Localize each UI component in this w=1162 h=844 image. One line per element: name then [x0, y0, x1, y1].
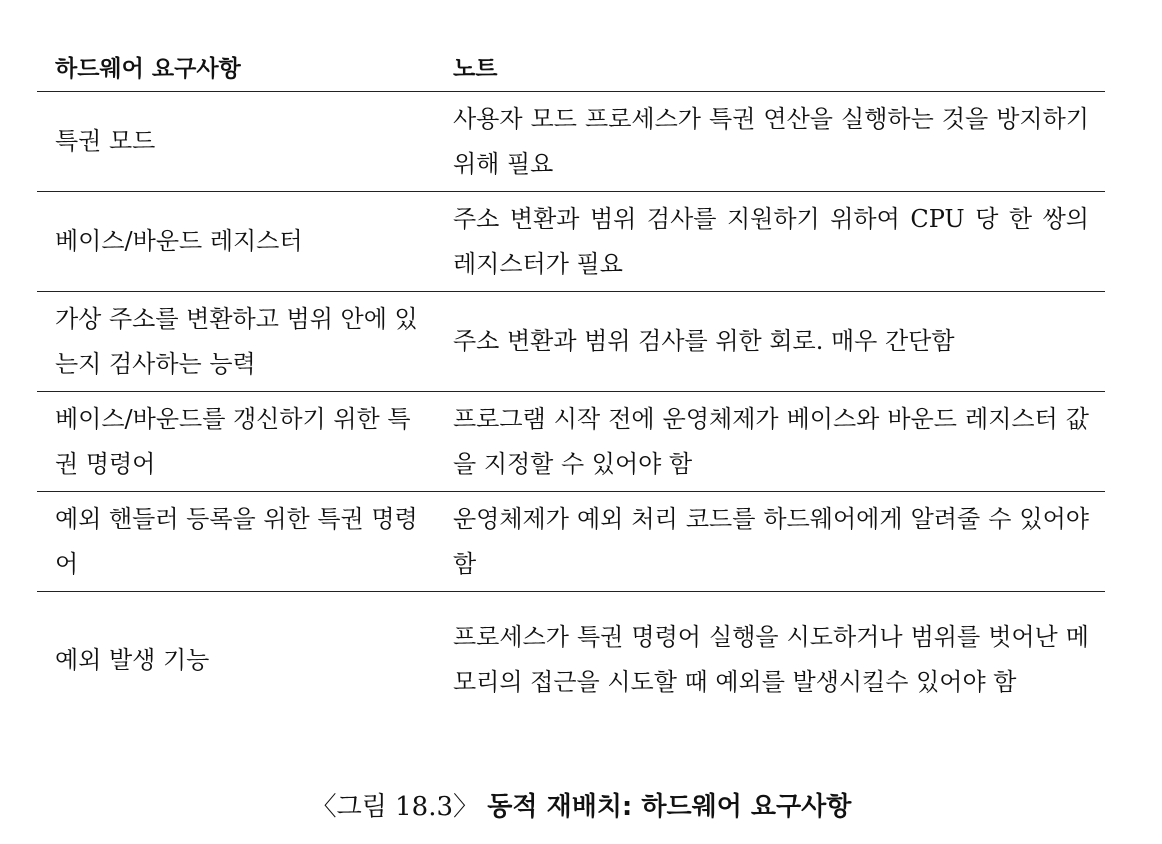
figure-caption: [0, 786, 1162, 823]
header-requirement: 하드웨어 요구사항: [37, 40, 435, 92]
requirement-cell: 예외 핸들러 등록을 위한 특권 명령어: [37, 492, 435, 592]
note-cell: 프로그램 시작 전에 운영체제가 베이스와 바운드 레지스터 값을 지정할 수 있어야 함: [435, 392, 1105, 492]
figure-title: 동적 재배치: 하드웨어 요구사항: [487, 792, 852, 822]
requirement-cell: 베이스/바운드 레지스터: [37, 192, 435, 292]
table-header-row: [37, 40, 1105, 92]
note-cell: 프로세스가 특권 명령어 실행을 시도하거나 범위를 벗어난 메모리의 접근을 시도할 때 예외를 발생시킬수 있어야 함: [453, 623, 1089, 696]
table-row: [37, 192, 1105, 292]
header-note: 노트: [435, 40, 1105, 92]
requirement-cell: 특권 모드: [37, 92, 435, 192]
figure-label: 〈그림 18.3〉: [310, 792, 480, 822]
requirement-cell: 가상 주소를 변환하고 범위 안에 있는지 검사하는 능력: [37, 292, 435, 392]
note-cell: 운영체제가 예외 처리 코드를 하드웨어에게 알려줄 수 있어야 함: [435, 492, 1105, 592]
table-row: [37, 292, 1105, 392]
table-row: [37, 92, 1105, 192]
table-row: [37, 492, 1105, 592]
table-row: [37, 392, 1105, 492]
hardware-requirements-table-container: [37, 40, 1105, 728]
table-row: [37, 592, 1105, 729]
note-cell: 주소 변환과 범위 검사를 지원하기 위하여 CPU 당 한 쌍의 레지스터가 필요: [435, 192, 1105, 292]
requirement-cell: 예외 발생 기능: [55, 645, 210, 674]
note-cell: 사용자 모드 프로세스가 특권 연산을 실행하는 것을 방지하기 위해 필요: [435, 92, 1105, 192]
note-cell: 주소 변환과 범위 검사를 위한 회로. 매우 간단함: [435, 292, 1105, 392]
hardware-requirements-table: [37, 40, 1105, 728]
requirement-cell: 베이스/바운드를 갱신하기 위한 특권 명령어: [37, 392, 435, 492]
